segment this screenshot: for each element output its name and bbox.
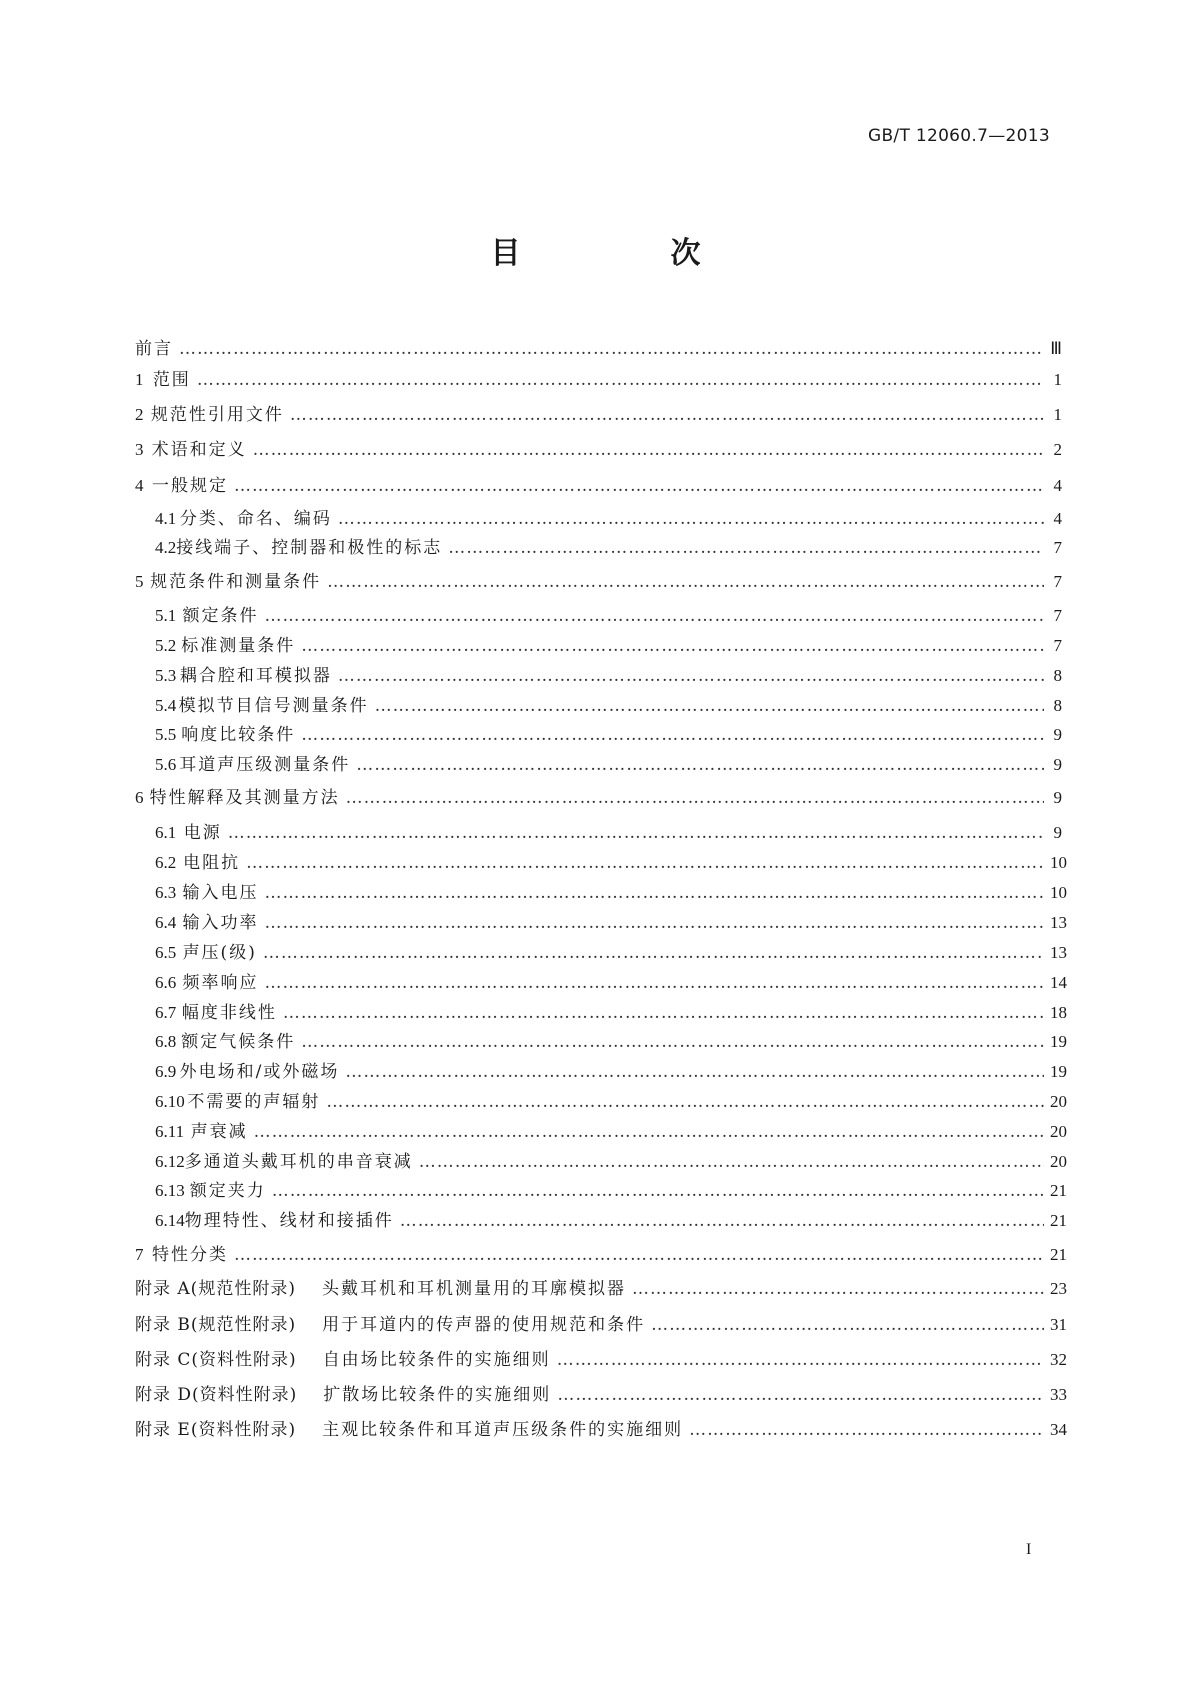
toc-subentry[interactable]	[155, 1210, 1067, 1232]
standard-code: GB/T 12060.7—2013	[867, 126, 1050, 146]
toc-leader-dots	[253, 439, 1044, 461]
toc-subentry[interactable]	[155, 724, 1062, 746]
toc-page-number: 10	[1050, 853, 1067, 872]
toc-entry-number: 7	[135, 1245, 144, 1264]
toc-annex-number: 附录 D(资料性附录)	[135, 1385, 298, 1405]
toc-page-number: 32	[1050, 1350, 1067, 1369]
toc-page-number: 9	[1053, 788, 1062, 807]
toc-subentry[interactable]	[155, 1002, 1067, 1024]
toc-subentry[interactable]	[155, 508, 1062, 530]
toc-page-number: 20	[1050, 1152, 1067, 1171]
toc-entry-number: 6.7	[155, 1003, 177, 1022]
toc-page-number: 9	[1053, 823, 1062, 842]
toc-subentry[interactable]	[155, 1091, 1067, 1113]
toc-entry-number: 6.2	[155, 853, 177, 872]
toc-entry-label: 声压(级)	[182, 943, 257, 963]
toc-subentry[interactable]	[155, 537, 1062, 559]
toc-entry-number: 4.2	[155, 538, 177, 557]
toc-subentry[interactable]	[155, 882, 1067, 904]
toc-entry-annex[interactable]	[135, 1419, 1067, 1441]
toc-page-number: 1	[1053, 405, 1062, 424]
toc-page-number: 2	[1053, 440, 1062, 459]
toc-entry-label: 输入功率	[182, 913, 259, 933]
toc-entry-label: 标准测量条件	[181, 636, 296, 656]
toc-leader-dots	[272, 1180, 1044, 1202]
toc-entry-label: 耳道声压级测量条件	[179, 755, 351, 775]
toc-entry-number: 5.5	[155, 725, 177, 744]
toc-entry-label: 额定条件	[182, 606, 259, 626]
toc-entry-number: 5.1	[155, 606, 177, 625]
toc-entry-label: 一般规定	[152, 476, 229, 496]
toc-page-number: 4	[1053, 476, 1062, 495]
toc-annex-number: 附录 B(规范性附录)	[135, 1315, 297, 1335]
toc-leader-dots	[263, 942, 1044, 964]
toc-subentry[interactable]	[155, 852, 1067, 874]
toc-entry[interactable]	[135, 571, 1062, 593]
toc-leader-dots	[197, 369, 1044, 391]
toc-entry[interactable]	[135, 475, 1062, 497]
toc-entry-number: 6	[135, 788, 144, 807]
toc-leader-dots	[419, 1151, 1044, 1173]
toc-entry-label: 自由场比较条件的实施细则	[322, 1350, 551, 1370]
toc-page-number: 19	[1050, 1032, 1067, 1051]
toc-entry-annex[interactable]	[135, 1314, 1067, 1336]
toc-subentry[interactable]	[155, 1061, 1067, 1083]
toc-leader-dots	[400, 1210, 1044, 1232]
toc-subentry[interactable]	[155, 635, 1062, 657]
toc-entry-number: 6.4	[155, 913, 177, 932]
toc-entry-label: 物理特性、线材和接插件	[184, 1211, 394, 1231]
toc-page-number: 19	[1050, 1062, 1067, 1081]
toc-entry-annex[interactable]	[135, 1384, 1067, 1406]
toc-leader-dots	[375, 695, 1044, 717]
toc-entry-label: 响度比较条件	[181, 725, 296, 745]
toc-page-number: 7	[1053, 606, 1062, 625]
toc-entry-label: 模拟节目信号测量条件	[178, 696, 369, 716]
toc-leader-dots	[327, 571, 1044, 593]
toc-entry-number: 6.8	[155, 1032, 177, 1051]
toc-subentry[interactable]	[155, 822, 1062, 844]
toc-subentry[interactable]	[155, 754, 1062, 776]
toc-page-number: 9	[1053, 725, 1062, 744]
toc-entry-number: 4.1	[155, 509, 177, 528]
toc-entry-number: 5.4	[155, 696, 177, 715]
toc-leader-dots	[234, 1244, 1044, 1266]
page-number-footer: I	[1026, 1541, 1032, 1558]
toc-entry-label: 分类、命名、编码	[179, 509, 332, 529]
toc-page-number: 9	[1053, 755, 1062, 774]
toc-page-number: 13	[1050, 943, 1067, 962]
toc-leader-dots	[301, 635, 1044, 657]
toc-page-number: 20	[1050, 1122, 1067, 1141]
toc-entry[interactable]	[135, 369, 1062, 391]
toc-page-number: Ⅲ	[1050, 339, 1062, 358]
toc-leader-dots	[338, 665, 1044, 687]
toc-entry-number: 6.9	[155, 1062, 177, 1081]
toc-entry-label: 不需要的声辐射	[187, 1092, 321, 1112]
toc-entry-number: 2	[135, 405, 144, 424]
toc-entry-number: 5.6	[155, 755, 177, 774]
toc-entry-label: 声衰减	[190, 1122, 248, 1142]
toc-page-number: 8	[1053, 696, 1062, 715]
toc-entry-annex[interactable]	[135, 1278, 1067, 1300]
toc-entry-number: 5.3	[155, 666, 177, 685]
toc-entry-label: 主观比较条件和耳道声压级条件的实施细则	[322, 1420, 684, 1440]
toc-entry-number: 1	[135, 370, 144, 389]
toc-leader-dots	[689, 1419, 1044, 1441]
toc-entry-number: 6.1	[155, 823, 177, 842]
toc-entry-number: 4	[135, 476, 144, 495]
toc-leader-dots	[265, 972, 1045, 994]
toc-entry-label: 特性解释及其测量方法	[149, 788, 340, 808]
toc-entry-number: 5.2	[155, 636, 177, 655]
toc-page-number: 7	[1053, 538, 1062, 557]
toc-entry[interactable]	[135, 787, 1062, 809]
toc-entry-label: 用于耳道内的传声器的使用规范和条件	[322, 1315, 646, 1335]
toc-page-number: 8	[1053, 666, 1062, 685]
toc-subentry[interactable]	[155, 605, 1062, 627]
page-title: 目 次	[490, 236, 761, 271]
toc-entry-label: 外电场和/或外磁场	[179, 1062, 340, 1082]
toc-page-number: 21	[1050, 1245, 1067, 1264]
toc-leader-dots	[290, 404, 1044, 426]
toc-page-number: 34	[1050, 1420, 1067, 1439]
toc-leader-dots	[301, 724, 1044, 746]
toc-annex-number: 附录 C(资料性附录)	[135, 1350, 297, 1370]
toc-subentry[interactable]	[155, 912, 1067, 934]
toc-entry-number: 6.12	[155, 1152, 185, 1171]
toc-leader-dots	[301, 1031, 1044, 1053]
toc-entry-number: 6.10	[155, 1092, 185, 1111]
toc-entry-label: 额定气候条件	[181, 1032, 296, 1052]
toc-page-number: 14	[1050, 973, 1067, 992]
toc-subentry[interactable]	[155, 972, 1067, 994]
toc-entry-label: 接线端子、控制器和极性的标志	[176, 538, 443, 558]
toc-leader-dots	[234, 475, 1044, 497]
toc-leader-dots	[338, 508, 1044, 530]
toc-leader-dots	[265, 912, 1045, 934]
toc-page-number: 20	[1050, 1092, 1067, 1111]
toc-page-number: 7	[1053, 572, 1062, 591]
toc-leader-dots	[254, 1121, 1044, 1143]
toc-entry-label: 电阻抗	[183, 853, 241, 873]
toc-entry-number: 5	[135, 572, 144, 591]
toc-entry-number: 6.14	[155, 1211, 185, 1230]
toc-leader-dots	[265, 882, 1045, 904]
toc-page-number: 33	[1050, 1385, 1067, 1404]
toc-leader-dots	[356, 754, 1044, 776]
toc-subentry[interactable]	[155, 1180, 1067, 1202]
toc-annex-number: 附录 E(资料性附录)	[135, 1420, 297, 1440]
toc-subentry[interactable]	[155, 1151, 1067, 1173]
toc-subentry[interactable]	[155, 942, 1067, 964]
toc-entry-label: 范围	[152, 370, 191, 390]
toc-annex-number: 附录 A(规范性附录)	[135, 1279, 296, 1299]
toc-leader-dots	[283, 1002, 1044, 1024]
toc-page-number: 1	[1053, 370, 1062, 389]
toc-entry-label: 扩散场比较条件的实施细则	[323, 1385, 552, 1405]
toc-page-number: 31	[1050, 1315, 1067, 1334]
toc-entry-number: 6.6	[155, 973, 177, 992]
toc-entry-number: 6.3	[155, 883, 177, 902]
toc-entry-label: 幅度非线性	[181, 1003, 277, 1023]
toc-entry-label: 规范条件和测量条件	[150, 572, 322, 592]
toc-entry-number: 6.11	[155, 1122, 185, 1141]
toc-page-number: 21	[1050, 1211, 1067, 1230]
toc-leader-dots	[346, 787, 1044, 809]
toc-entry[interactable]	[135, 439, 1062, 461]
toc-leader-dots	[448, 537, 1044, 559]
toc-leader-dots	[228, 822, 1044, 844]
toc-entry-label: 频率响应	[182, 973, 259, 993]
toc-entry[interactable]	[135, 1244, 1067, 1266]
toc-entry-label: 头戴耳机和耳机测量用的耳廓模拟器	[321, 1279, 626, 1299]
toc-leader-dots	[246, 852, 1044, 874]
toc-entry-label: 额定夹力	[189, 1181, 266, 1201]
toc-entry-label: 术语和定义	[151, 440, 247, 460]
toc-leader-dots	[326, 1091, 1044, 1113]
toc-leader-dots	[557, 1349, 1044, 1371]
toc-entry-label: 多通道头戴耳机的串音衰减	[184, 1152, 413, 1172]
toc-entry-annex[interactable]	[135, 1349, 1067, 1371]
toc-page-number: 10	[1050, 883, 1067, 902]
toc-page-number: 18	[1050, 1003, 1067, 1022]
toc-entry-foreword[interactable]	[135, 338, 1062, 360]
toc-subentry[interactable]	[155, 695, 1062, 717]
toc-subentry[interactable]	[155, 1121, 1067, 1143]
toc-entry-number: 6.5	[155, 943, 177, 962]
toc-page-number: 13	[1050, 913, 1067, 932]
toc-leader-dots	[557, 1384, 1044, 1406]
toc-page-number: 23	[1050, 1279, 1067, 1298]
toc-entry-number: 3	[135, 440, 144, 459]
toc-leader-dots	[651, 1314, 1044, 1336]
toc-page-number: 21	[1050, 1181, 1067, 1200]
toc-entry[interactable]	[135, 404, 1062, 426]
toc-leader-dots	[632, 1278, 1044, 1300]
toc-entry-label: 电源	[183, 823, 222, 843]
toc-entry-label: 特性分类	[152, 1245, 229, 1265]
toc-leader-dots	[265, 605, 1045, 627]
toc-entry-label: 规范性引用文件	[150, 405, 284, 425]
toc-entry-label: 前言	[135, 339, 173, 359]
toc-leader-dots	[179, 338, 1044, 360]
toc-page-number: 7	[1053, 636, 1062, 655]
toc-entry-number: 6.13	[155, 1181, 185, 1200]
toc-leader-dots	[345, 1061, 1044, 1083]
toc-subentry[interactable]	[155, 1031, 1067, 1053]
toc-entry-label: 耦合腔和耳模拟器	[179, 666, 332, 686]
toc-subentry[interactable]	[155, 665, 1062, 687]
toc-entry-label: 输入电压	[182, 883, 259, 903]
toc-page-number: 4	[1053, 509, 1062, 528]
